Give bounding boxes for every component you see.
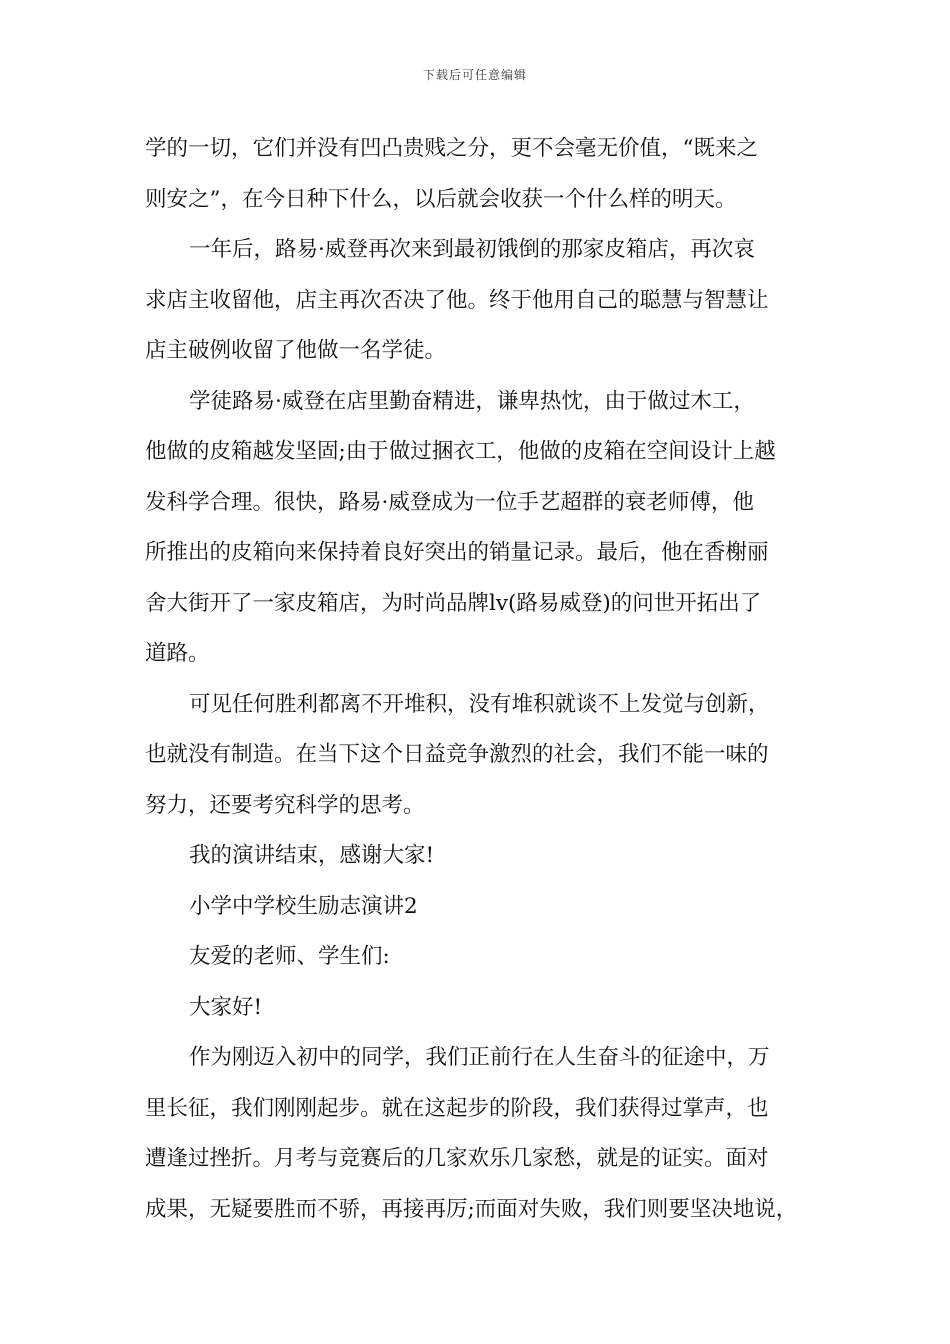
text-line: 小学中学校生励志演讲2 — [189, 893, 418, 919]
document-body — [145, 124, 825, 1235]
text-line: 可见任何胜利都离不开堆积，没有堆积就谈不上发觉与创新， — [189, 691, 770, 717]
text-line: 成果，无疑要胜而不骄，再接再厉;而面对失败，我们则要坚决地说， — [145, 1196, 798, 1222]
text-line: 学的一切，它们并没有凹凸贵贱之分，更不会毫无价值，“既来之 — [145, 136, 758, 161]
text-line: 则安之”，在今日种下什么，以后就会收获一个什么样的明天。 — [145, 186, 737, 212]
text-line: 也就没有制造。在当下这个日益竞争激烈的社会，我们不能一味的 — [145, 742, 769, 767]
text-line: 求店主收留他，店主再次否决了他。终于他用自己的聪慧与智慧让 — [145, 287, 769, 313]
text-line: 店主破例收留了他做一名学徒。 — [145, 338, 447, 363]
page-header: 下载后可任意编辑 — [422, 68, 527, 82]
text-line: 他做的皮箱越发坚固;由于做过捆衣工，他做的皮箱在空间设计上越 — [145, 439, 776, 464]
text-line: 大家好! — [189, 994, 263, 1020]
text-line: 舍大街开了一家皮箱店，为时尚品牌lv(路易威登)的问世开拓出了 — [145, 590, 762, 616]
text-line: 一年后，路易·威登再次来到最初饿倒的那家皮箱店，再次哀 — [189, 237, 755, 262]
text-line: 我的演讲结束，感谢大家! — [189, 843, 435, 868]
text-line: 道路。 — [145, 641, 210, 666]
text-line: 学徒路易·威登在店里勤奋精进，谦卑热忱，由于做过木工， — [189, 388, 755, 414]
text-line: 友爱的老师、学生们: — [189, 944, 390, 969]
text-line: 遭逢过挫折。月考与竞赛后的几家欢乐几家愁，就是的证实。面对 — [145, 1146, 769, 1171]
text-line: 所推出的皮箱向来保持着良好突出的销量记录。最后，他在香榭丽 — [145, 540, 769, 565]
text-line: 发科学合理。很快，路易·威登成为一位手艺超群的衰老师傅，他 — [145, 489, 754, 515]
text-line: 作为刚迈入初中的同学，我们正前行在人生奋斗的征途中，万 — [189, 1045, 770, 1070]
text-line: 里长征，我们刚刚起步。就在这起步的阶段，我们获得过掌声，也 — [145, 1095, 769, 1121]
text-line: 努力，还要考究科学的思考。 — [145, 792, 425, 818]
